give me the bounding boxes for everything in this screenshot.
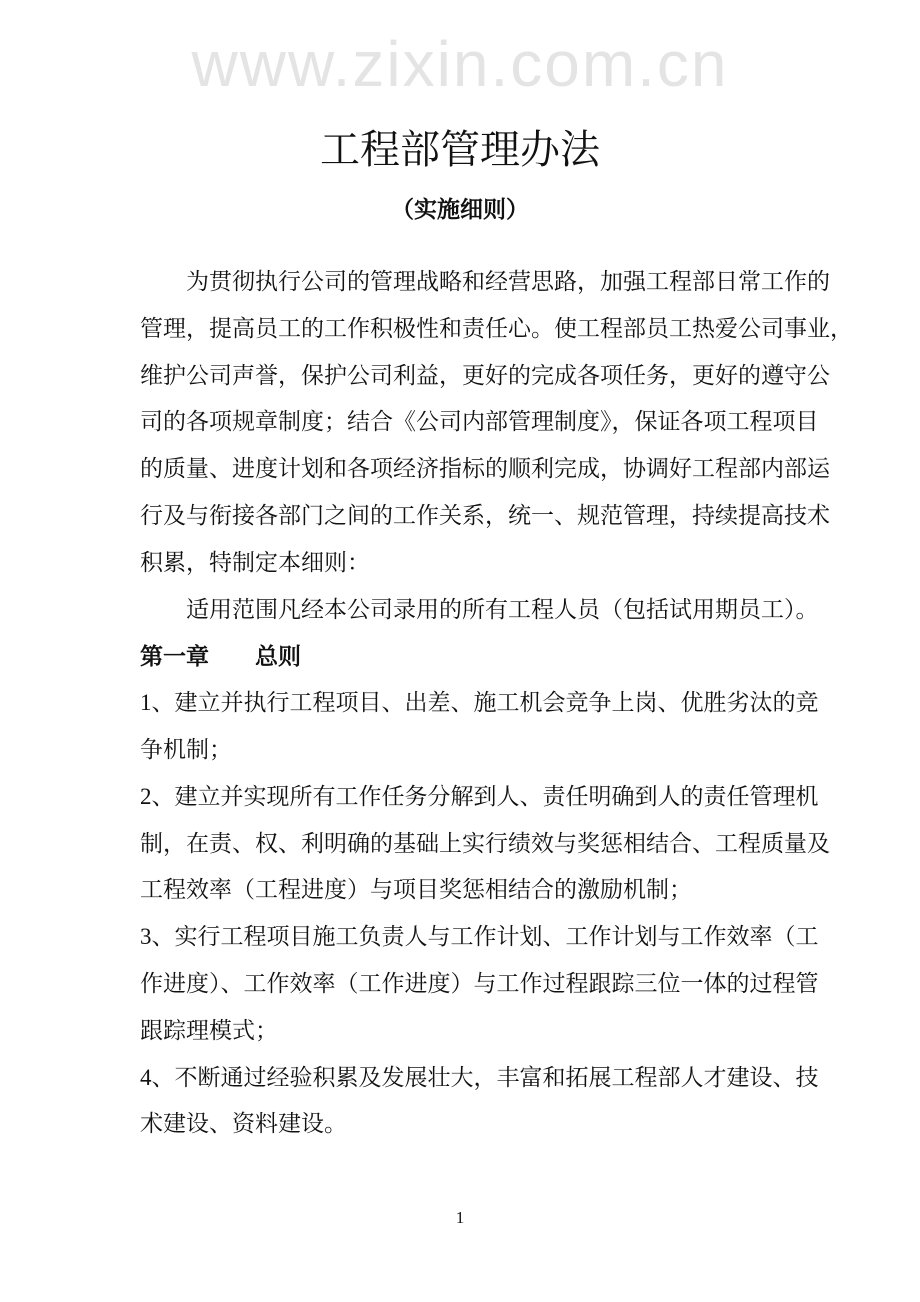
paragraph-line: 行及与衔接各部门之间的工作关系，统一、规范管理，持续提高技术 (140, 502, 830, 528)
document-title: 工程部管理办法 (320, 127, 600, 172)
paragraph-line: 积累，特制定本细则： (140, 549, 370, 575)
chapter-heading: 第一章 总则 (140, 643, 301, 670)
list-item-line: 1、建立并执行工程项目、出差、施工机会竞争上岗、优胜劣汰的竞 (140, 690, 819, 716)
paragraph-line: 司的各项规章制度；结合《公司内部管理制度》，保证各项工程项目 (140, 409, 819, 435)
document-body (140, 259, 853, 1148)
paragraph-line: 维护公司声誉，保护公司利益，更好的完成各项任务，更好的遵守公 (140, 362, 830, 388)
list-item-line: 跟踪理模式； (140, 1017, 278, 1043)
list-item-line: 4、不断通过经验积累及发展壮大，丰富和拓展工程部人才建设、技 (140, 1064, 819, 1090)
list-item-line: 术建设、资料建设。 (140, 1111, 347, 1137)
paragraph-line: 管理，提高员工的工作积极性和责任心。使工程部员工热爱公司事业， (140, 315, 853, 341)
paragraph-line: 的质量、进度计划和各项经济指标的顺利完成，协调好工程部内部运 (140, 456, 830, 482)
list-item-line: 争机制； (140, 736, 232, 762)
scope-line: 适用范围凡经本公司录用的所有工程人员（包括试用期员工）。 (186, 596, 819, 622)
list-item-line: 工程效率（工程进度）与项目奖惩相结合的激励机制； (140, 877, 692, 903)
page-number: 1 (455, 1208, 465, 1227)
watermark: www.zixin.com.cn (191, 28, 729, 100)
list-item-line: 3、实行工程项目施工负责人与工作计划、工作计划与工作效率（工 (140, 924, 819, 950)
list-item-line: 作进度）、工作效率（工作进度）与工作过程跟踪三位一体的过程管 (140, 970, 819, 996)
document-subtitle: （实施细则） (391, 197, 529, 222)
list-item-line: 制，在责、权、利明确的基础上实行绩效与奖惩相结合、工程质量及 (140, 830, 830, 856)
paragraph-line: 为贯彻执行公司的管理战略和经营思路，加强工程部日常工作的 (186, 269, 830, 294)
list-item-line: 2、建立并实现所有工作任务分解到人、责任明确到人的责任管理机 (140, 783, 819, 809)
